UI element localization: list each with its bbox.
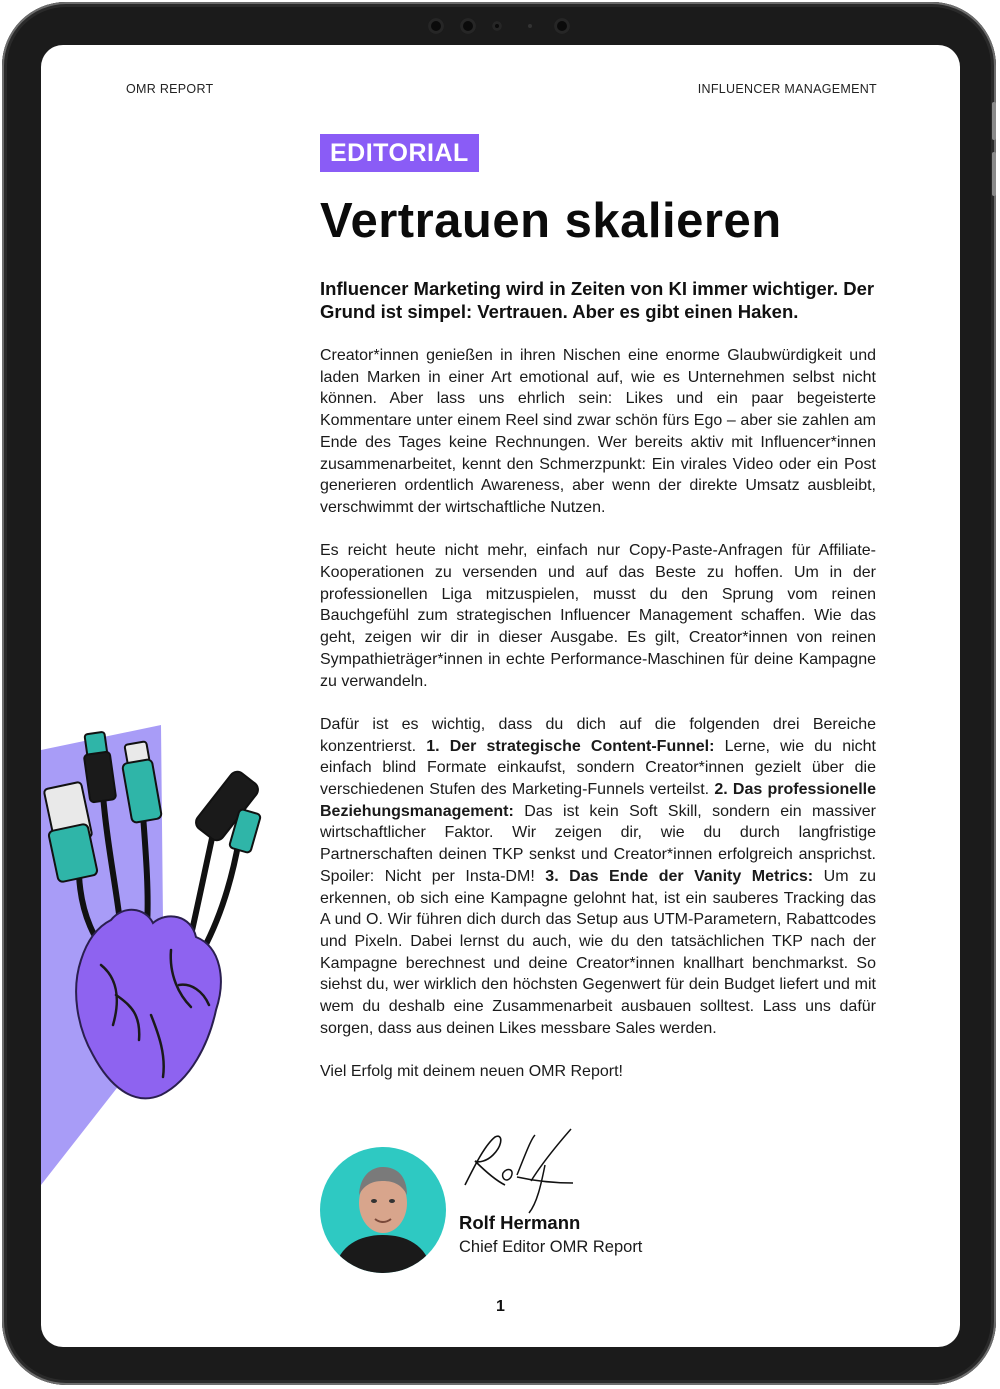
author-role: Chief Editor OMR Report [459,1238,643,1256]
camera-icon [554,18,570,34]
focus-text-1: Lerne, wie du nicht einfach blind Formate einkaufst, sondern Creator*innen gezielt über die verschiedenen Stufen des Marketing-Funnels verteilst. [320,737,877,799]
heart-with-cables-illustration [41,715,291,1215]
tablet-frame [2,2,996,1385]
focus-heading-3: 3. Das Ende der Vanity Metrics: [545,867,814,885]
focus-heading-2: 2. Das professionelle Beziehungsmanagement: [320,781,876,820]
author-portrait-icon [320,1147,446,1273]
page-title: Vertrauen skalieren [320,194,782,248]
camera-bar [422,14,582,36]
paragraph-1: Creator*innen genießen in ihren Nischen eine enorme Glaubwürdigkeit und laden Marken in einer Art emotional auf, wie es Unternehmen selbst nicht können. Aber lass uns ehrlich sein: Likes und ein paar begeisterte Kommentare unter einem Reel sind zwar schön fürs Ego – aber sie zahlen am Ende des Tages keine Rechnungen. Wer bereits aktiv mit Influencer*innen zusammenarbeitet, kennt den Schmerzpunkt: Ein virales Video oder ein Post generieren ordentlich Awareness, aber wenn der direkte Umsatz ausbleibt, verschwimmt der wirtschaftliche Nutzen. [320,347,876,516]
header-publication: OMR REPORT [126,82,214,96]
lead-paragraph: Influencer Marketing wird in Zeiten von KI immer wichtiger. Der Grund ist simpel: Vertrauen. Aber es gibt einen Haken. [320,278,875,322]
paragraph-2: Es reicht heute nicht mehr, einfach nur Copy-Paste-Anfragen für Affiliate-Kooperationen zu versenden und auf das Beste zu hoffen. Um in der professionellen Liga mitzuspielen, musst du den Sprung vom reinen Bauchgefühl zum strategischen Influencer Management schaffen. Wie das geht, zeigen wir dir in dieser Ausgabe. Es gilt, Creator*innen von reinen Sympathieträger*innen in echte Performance-Maschinen für deine Kampagne zu verwandeln. [320,542,876,690]
focus-text-2: Das ist kein Soft Skill, sondern ein massiver wirtschaftlicher Faktor. Wir zeigen dir, wie du durch langfristige Partnerschaften deinen TKP senkst und Creator*innen erfolgreich ansprichst. Spoiler: Nicht per Insta-DM! [320,802,876,885]
author-name: Rolf Hermann [459,1212,581,1233]
paragraph-3 [320,714,876,1040]
focus-heading-1: 1. Der strategische Content-Funnel: [426,737,715,755]
sensor-icon [528,24,532,28]
paragraph-3-intro: Dafür ist es wichtig, dass du dich auf die folgenden drei Bereiche konzentrierst. [320,715,876,755]
tablet-side-button [992,102,996,140]
signature-icon [445,1125,585,1215]
sensor-icon [492,21,502,31]
avatar [320,1147,446,1273]
header-section: INFLUENCER MANAGEMENT [697,82,877,96]
document-page[interactable] [41,45,960,1347]
camera-icon [460,18,476,34]
tablet-volume-up-button [992,152,996,196]
author-block [320,1125,880,1275]
closing-line: Viel Erfolg mit deinem neuen OMR Report! [320,1063,623,1081]
article-body [320,345,876,1105]
section-tag: EDITORIAL [320,134,479,172]
page-number: 1 [496,1298,505,1315]
focus-text-3: Um zu erkennen, ob sich eine Kampagne gelohnt hat, ist ein sauberes Tracking das A und O. Wir führen dich durch das Setup aus UTM-Parametern, Rabattcodes und Pixeln. Dabei lernst du auch, wie du den tatsächlichen TKP nach der Kampagne berechnest und deine Creator*innen knallhart benchmarkst. So siehst du, wer wirklich den höchsten Gegenwert für dein Budget liefert und mit wem du deshalb eine Zusammenarbeit ausbauen solltest. Lass uns dafür sorgen, dass aus deinen Likes messbare Sales werden. [320,867,876,1037]
camera-icon [428,18,444,34]
